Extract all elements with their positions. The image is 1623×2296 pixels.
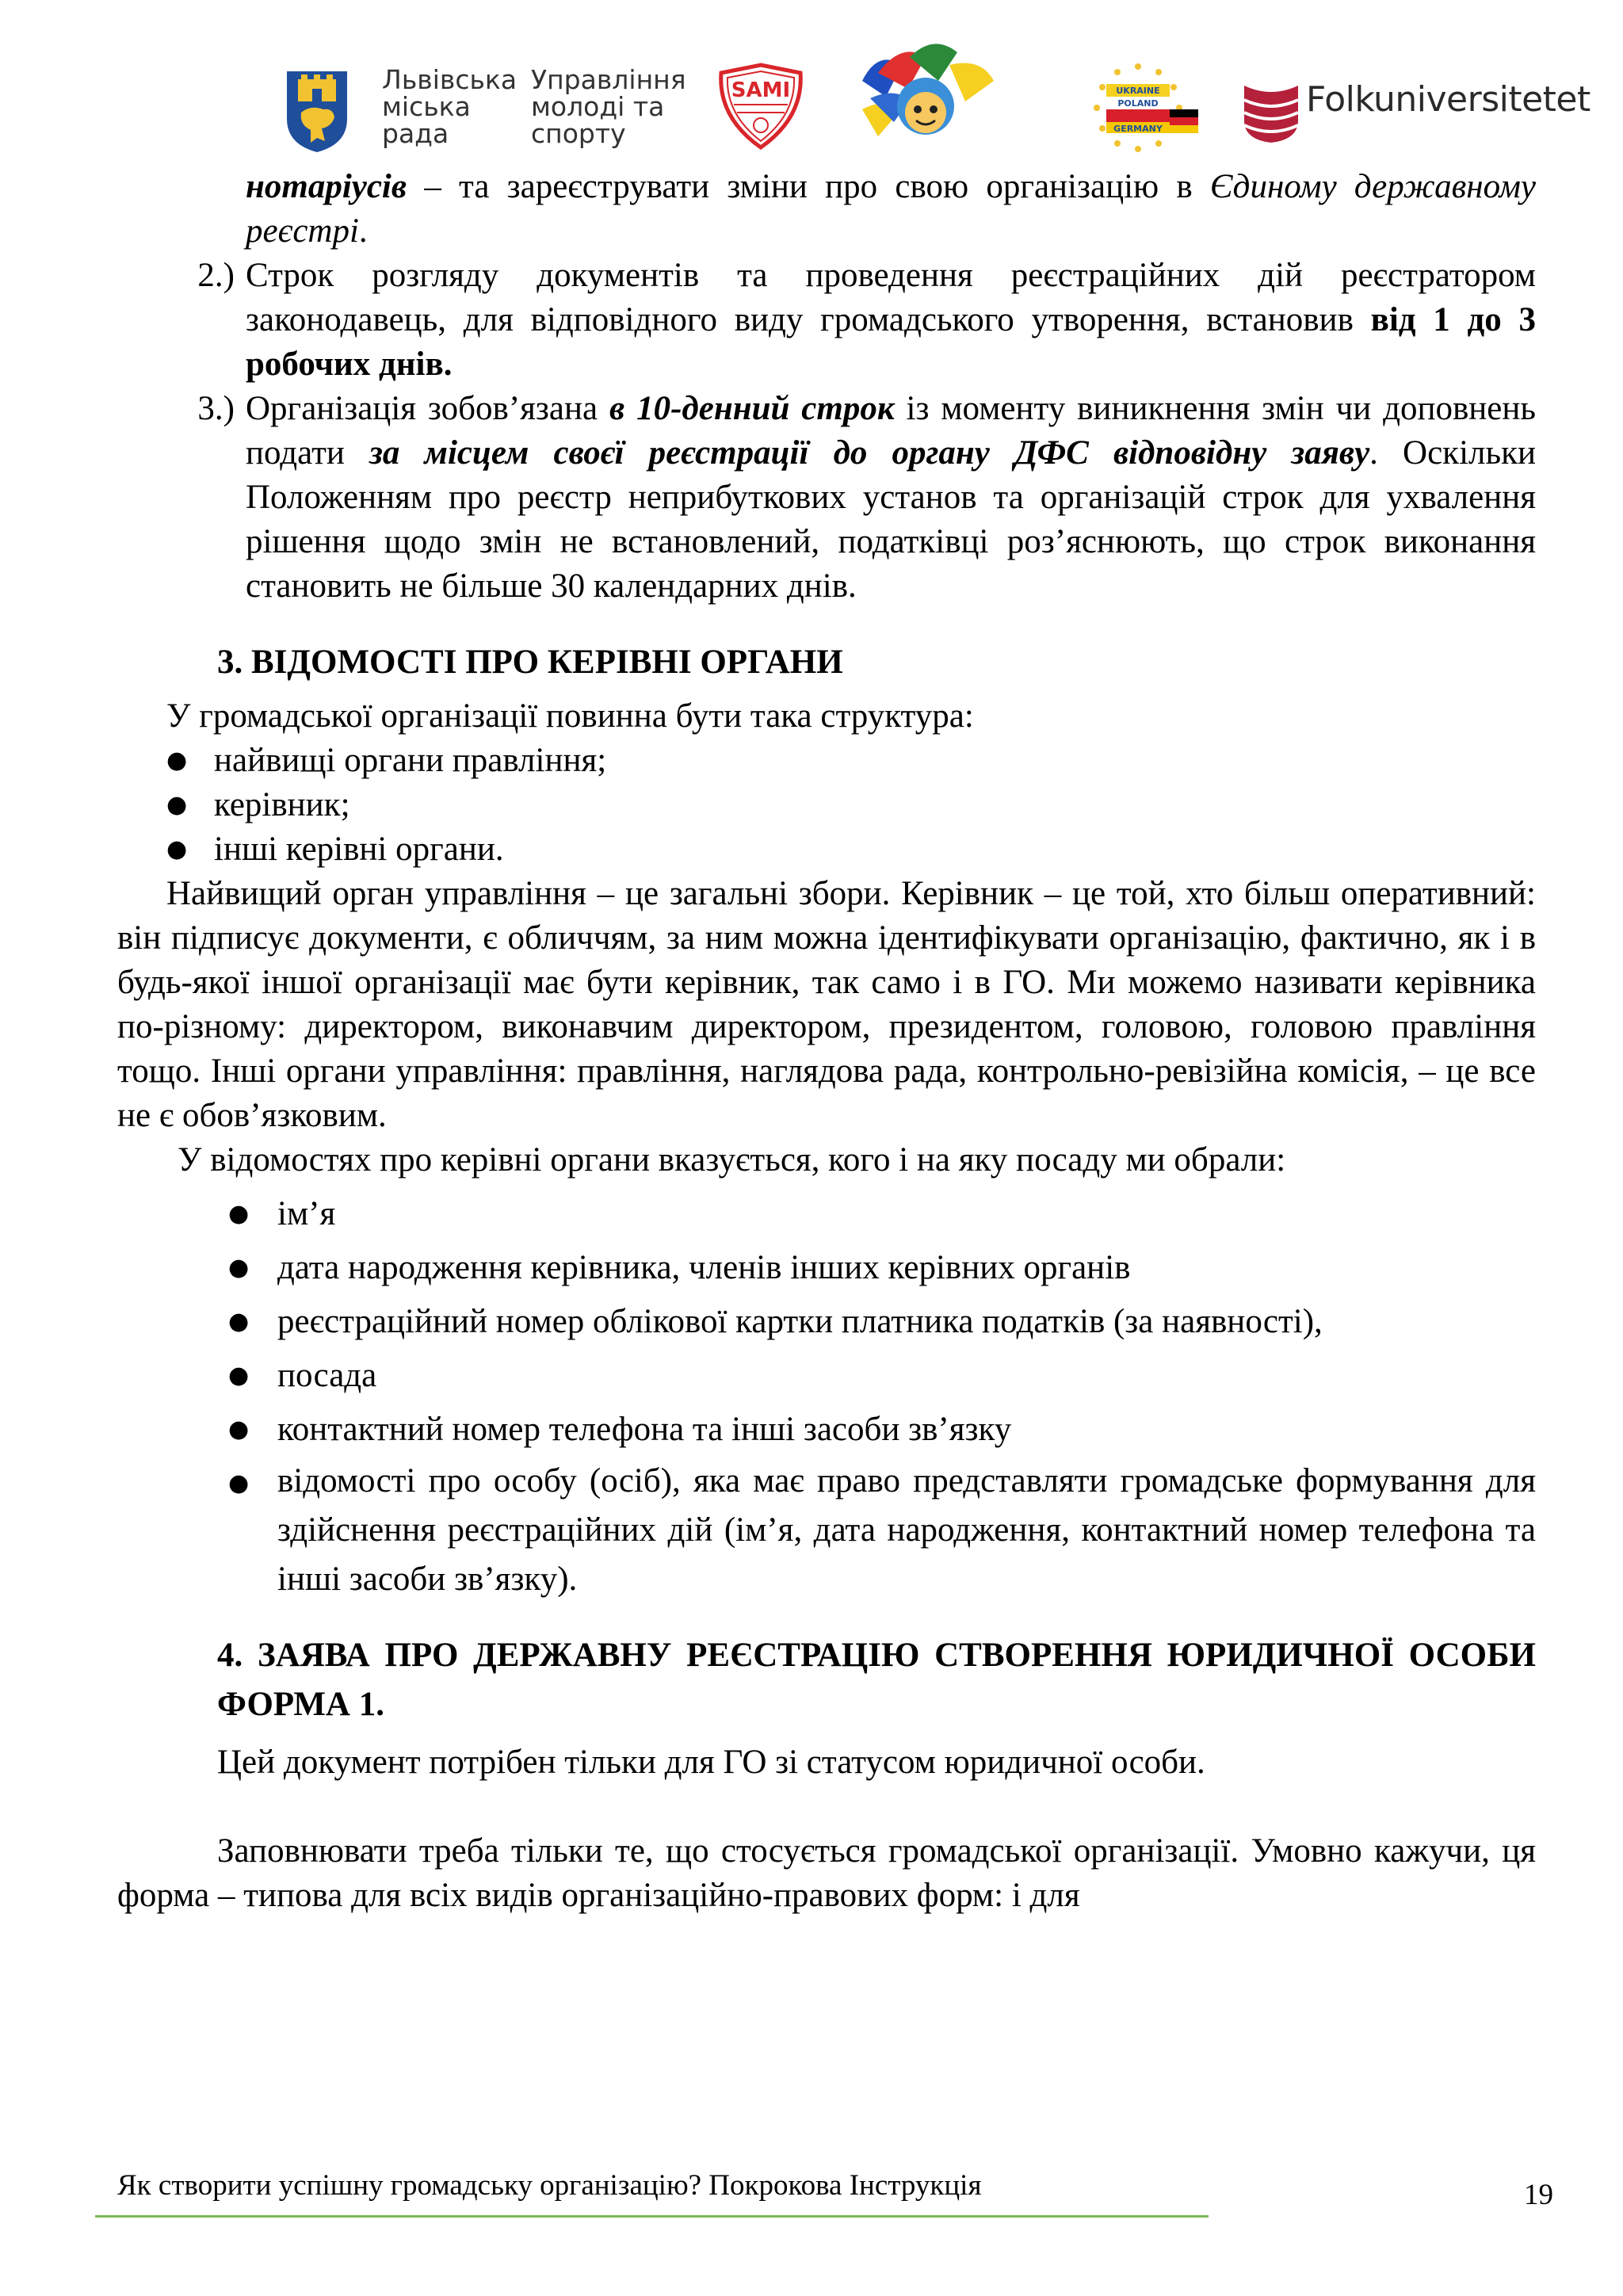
section-3-intro: У громадської організації повинна бути така структура: [166, 697, 974, 735]
lviv-city-council-label: Львівська міська рада [382, 64, 517, 149]
list-item-3: 3.) Організація зобов’язана в 10-денний строк із моменту виникнення змін чи доповнень подати за місцем своєї реєстрації до органу ДФС відповідну заяву. Оскільки Положенням про реєстр неприбуткових установ та організацій строк для ухвалення рішення щодо змін не встановлений, податківці роз’яснюють, що строк виконання становить не більше 30 календарних днів. [197, 390, 1536, 605]
page-number: 19 [1524, 2179, 1553, 2211]
bullet-icon: ● [166, 747, 188, 774]
bullet-icon: ● [228, 1308, 250, 1335]
bullet-icon: ● [166, 835, 188, 863]
lviv-coat-of-arms-icon [284, 68, 350, 154]
bullet-icon: ● [166, 791, 188, 819]
footer-title: Як створити успішну громадську організацію? Покрокова Інструкція [117, 2169, 982, 2202]
youth-sport-dept-label: Управління молоді та спорту [531, 64, 686, 149]
section-4-paragraph-3: Заповнювати треба тільки те, що стосується громадської організації. Умовно кажучи, ця форма – типова для всіх видів організаційно-правових форм: і для [117, 1832, 1536, 1914]
list-item-2: 2.) Строк розгляду документів та проведення реєстраційних дій реєстратором законодавець, для відповідного виду громадського утворення, встановив від 1 до 3 робочих днів. [197, 257, 1536, 383]
list-item: ● відомості про особу (осіб), яка має право представляти громадське формування для здійснення реєстраційних дій (ім’я, дата народження, контактний номер телефона та інші засоби зв’язку). [117, 1457, 1536, 1604]
list-item: ● найвищі органи правління; [117, 739, 1536, 783]
flags-mascot-icon [838, 33, 1005, 160]
svg-text:UKRAINE: UKRAINE [1116, 86, 1160, 96]
list-item: ● керівник; [117, 783, 1536, 827]
folkuniversitetet-label: Folkuniversitetet [1306, 79, 1591, 120]
section-4-paragraph-1: Цей документ потрібен тільки для ГО зі статусом юридичної особи. [217, 1744, 1205, 1781]
bullet-icon: ● [228, 1415, 250, 1443]
logo-bar [284, 55, 1591, 159]
section-4-heading: 4. ЗАЯВА ПРО ДЕРЖАВНУ РЕЄСТРАЦІЮ СТВОРЕННЯ ЮРИДИЧНОЇ ОСОБИ ФОРМА 1. [217, 1637, 1536, 1723]
list-item: ● інші керівні органи. [117, 827, 1536, 872]
section-3-paragraph-2: У відомостях про керівні органи вказується, кого і на яку посаду ми обрали: [178, 1141, 1286, 1179]
svg-text:SAMI: SAMI [731, 78, 791, 102]
section-3-paragraph-1: Найвищий орган управління – це загальні збори. Керівник – це той, хто більш оперативний: він підписує документи, є обличчям, за ним можна ідентифікувати організацію, фактично, як і в будь-якої іншої організації має бути керівник, так само і в ГО. Ми можемо називати керівника по-різному: директором, виконавчим директором, президентом, головою, головою правління тощо. Інші органи управління: правління, наглядова рада, контрольно-ревізійна комісія, – це все не є обов’язковим. [117, 875, 1536, 1134]
svg-text:POLAND: POLAND [1117, 98, 1159, 109]
footer-divider [95, 2215, 1209, 2218]
sami-logo-icon [712, 62, 810, 151]
list-item: ● посада [117, 1349, 1536, 1403]
list-item: ● контактний номер телефона та інші засоби зв’язку [117, 1403, 1536, 1457]
list-item: ● реєстраційний номер облікової картки платника податків (за наявності), [117, 1295, 1536, 1349]
list-item: ● ім’я [117, 1187, 1536, 1241]
list-item: ● дата народження керівника, членів інших керівних органів [117, 1241, 1536, 1295]
folkuniversitetet-logo-icon [1241, 78, 1301, 144]
list-item-1-continuation: нотаріусів – та зареєструвати зміни про свою організацію в Єдиному державному реєстрі. [246, 168, 1536, 250]
bullet-icon: ● [228, 1200, 250, 1228]
bullet-icon: ● [228, 1254, 250, 1282]
svg-text:GERMANY: GERMANY [1113, 124, 1163, 134]
document-body [117, 165, 1536, 1918]
bullet-icon: ● [228, 1362, 250, 1389]
ukraine-poland-germany-logo-icon [1075, 62, 1201, 154]
section-3-heading: 3. ВІДОМОСТІ ПРО КЕРІВНІ ОРГАНИ [217, 644, 843, 681]
bullet-icon: ● [228, 1469, 250, 1497]
